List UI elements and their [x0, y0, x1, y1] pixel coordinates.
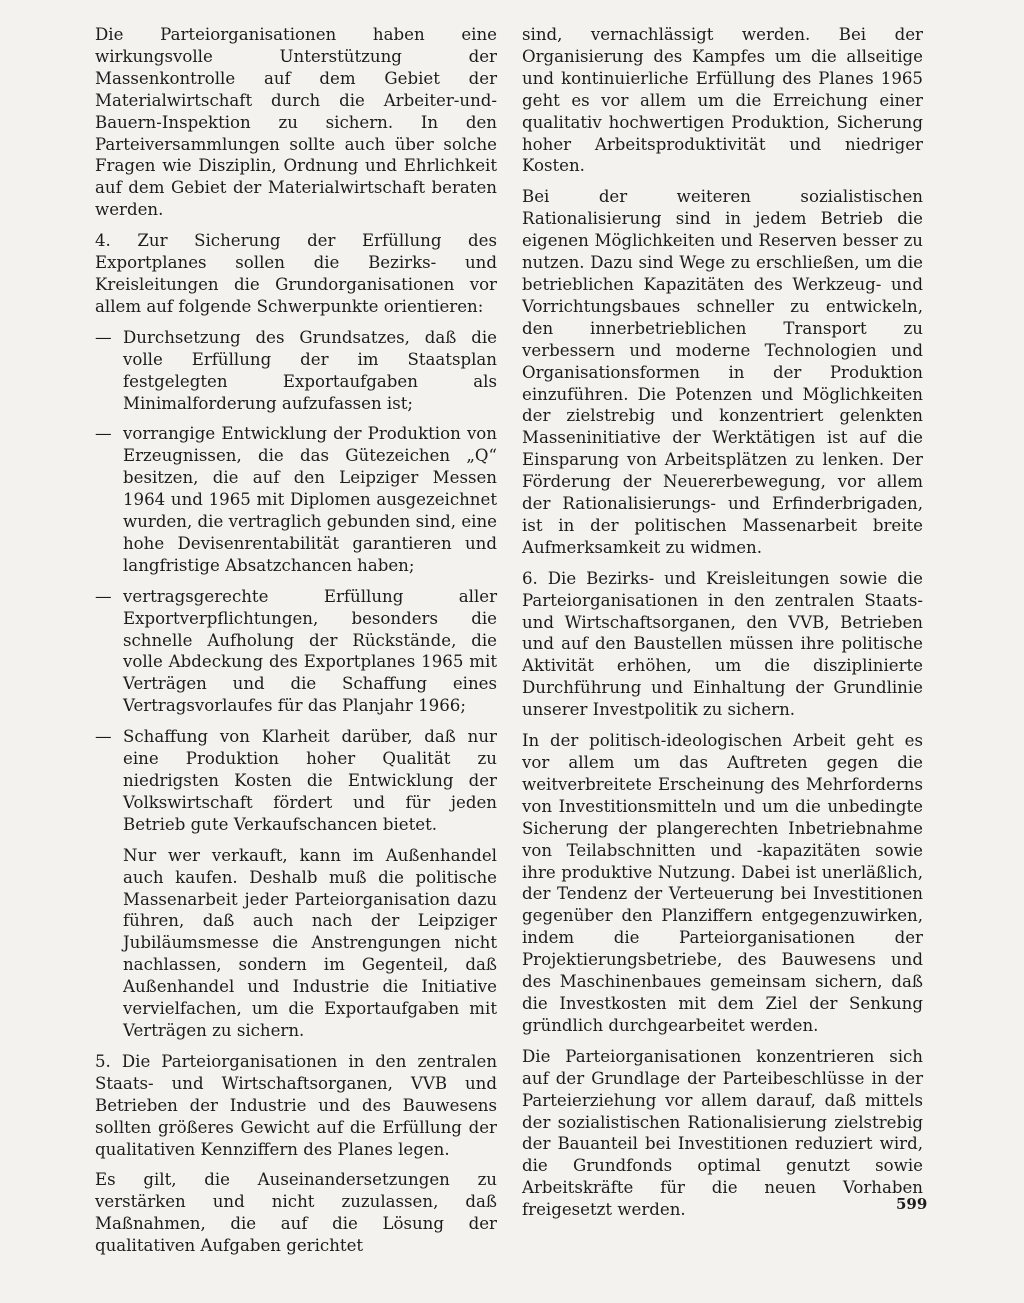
paragraph: In der politisch-ideologischen Arbeit geht es vor allem um das Auftreten gegen die weitverbreitete Erscheinung des Mehrforderns von Investitionsmitteln und um die unbedingte Sicherung der plangerechten Inbetriebnahme von Teilabschnitten und -kapazitäten sowie ihre produktive Nutzung. Dabei ist unerläßlich, der Tendenz der Verteuerung bei Investitionen gegenüber den Planziffern entgegenzuwirken, indem die Parteiorganisationen der Projektierungsbetriebe, des Bauwesens und des Maschinenbaues gemeinsam sichern, daß die Investkosten mit dem Ziel der Senkung gründlich durchgearbeitet werden.: [522, 731, 923, 1035]
paragraph: Die Parteiorganisationen konzentrieren sich auf der Grundlage der Parteibeschlüsse in der Parteierziehung vor allem darauf, daß mittels der sozialistischen Rationalisierung zielstrebig der Bauanteil bei Investitionen reduziert wird, die Grundfonds optimal genutzt sowie Arbeitskräfte für die neuen Vorhaben freigesetzt werden.: [522, 1046, 923, 1220]
paragraph: Die Parteiorganisationen haben eine wirkungsvolle Unterstützung der Massenkontrolle auf dem Gebiet der Materialwirtschaft durch die Arbeiter-und-Bauern-Inspektion zu sichern. In den Parteiversammlungen sollte auch über solche Fragen wie Disziplin, Ordnung und Ehrlichkeit auf dem Gebiet der Materialwirtschaft beraten werden.: [95, 25, 497, 220]
page-number: 599: [896, 1195, 928, 1213]
paragraph: Es gilt, die Auseinandersetzungen zu verstärken und nicht zuzulassen, daß Maßnahmen, die auf die Lösung der qualitativen Aufgaben gerichtet: [95, 1170, 497, 1256]
list-item: — Durchsetzung des Grundsatzes, daß die volle Erfüllung der im Staatsplan festgelegten Exportaufgaben als Minimalforderung aufzufassen ist;: [95, 327, 497, 415]
section-4-intro: 4. Zur Sicherung der Erfüllung des Exportplanes sollen die Bezirks- und Kreisleitungen die Grundorganisationen vor allem auf folgende Schwerpunkte orientieren:: [95, 231, 497, 316]
list-item: — Schaffung von Klarheit darüber, daß nur eine Produktion hoher Qualität zu niedrigsten Kosten die Entwicklung der Volkswirtschaft fördert und für jeden Betrieb gute Verkaufschancen bietet.: [95, 726, 497, 836]
section-6-intro: 6. Die Bezirks- und Kreisleitungen sowie die Parteiorganisationen in den zentralen Staats- und Wirtschaftsorganen, den VVB, Betrieben und auf den Baustellen müssen ihre politische Aktivität erhöhen, um die disziplinierte Durchführung und Einhaltung der Grundlinie unserer Investpolitik zu sichern.: [522, 568, 923, 720]
list-item: — vertragsgerechte Erfüllung aller Exportverpflichtungen, besonders die schnelle Aufholung der Rückstände, die volle Abdeckung des Exportplanes 1965 mit Verträgen und die Schaffung eines Vertragsvorlaufes für das Planjahr 1966;: [95, 586, 497, 717]
section-5-intro: 5. Die Parteiorganisationen in den zentralen Staats- und Wirtschaftsorganen, VVB und Betrieben der Industrie und des Bauwesens sollten größeres Gewicht auf die Erfüllung der qualitativen Kennziffern des Planes legen.: [95, 1051, 497, 1159]
paragraph: Nur wer verkauft, kann im Außenhandel auch kaufen. Deshalb muß die politische Massenarbeit jeder Parteiorganisation dazu führen, daß auch nach der Leipziger Jubiläumsmesse die Anstrengungen nicht nachlassen, sondern im Gegenteil, daß Außenhandel und Industrie die Initiative vervielfachen, um die Exportaufgaben mit Verträgen zu sichern.: [123, 845, 497, 1040]
paragraph: sind, vernachlässigt werden. Bei der Organisierung des Kampfes um die allseitige und kontinuierliche Erfüllung des Planes 1965 geht es vor allem um die Erreichung einer qualitativ hochwertigen Produktion, Sicherung hoher Arbeitsproduktivität und niedriger Kosten.: [522, 25, 923, 176]
list-item: — vorrangige Entwicklung der Produktion von Erzeugnissen, die das Gütezeichen „Q“ besitzen, die auf den Leipziger Messen 1964 und 1965 mit Diplomen ausgezeichnet wurden, die vertraglich gebunden sind, eine hohe Devisenrentabilität garantieren und langfristige Absatzchancen haben;: [95, 423, 497, 576]
paragraph: Bei der weiteren sozialistischen Rationalisierung sind in jedem Betrieb die eigenen Möglichkeiten und Reserven besser zu nutzen. Dazu sind Wege zu erschließen, um die betrieblichen Kapazitäten des Werkzeug- und Vorrichtungsbaues schneller zu entwickeln, den innerbetrieblichen Transport zu verbessern und moderne Technologien und Organisationsformen in der Produktion einzuführen. Die Potenzen und Möglichkeiten der zielstrebig und konzentriert gelenkten Masseninitiative der Werktätigen ist auf die Einsparung von Arbeitsplätzen zu lenken. Der Förderung der Neuererbewegung, vor allem der Rationalisierungs- und Erfinderbrigaden, ist in der politischen Massenarbeit breite Aufmerksamkeit zu widmen.: [522, 187, 923, 557]
export-priorities-list: [95, 327, 497, 836]
left-column: [95, 24, 497, 1266]
right-column: [522, 24, 923, 1230]
